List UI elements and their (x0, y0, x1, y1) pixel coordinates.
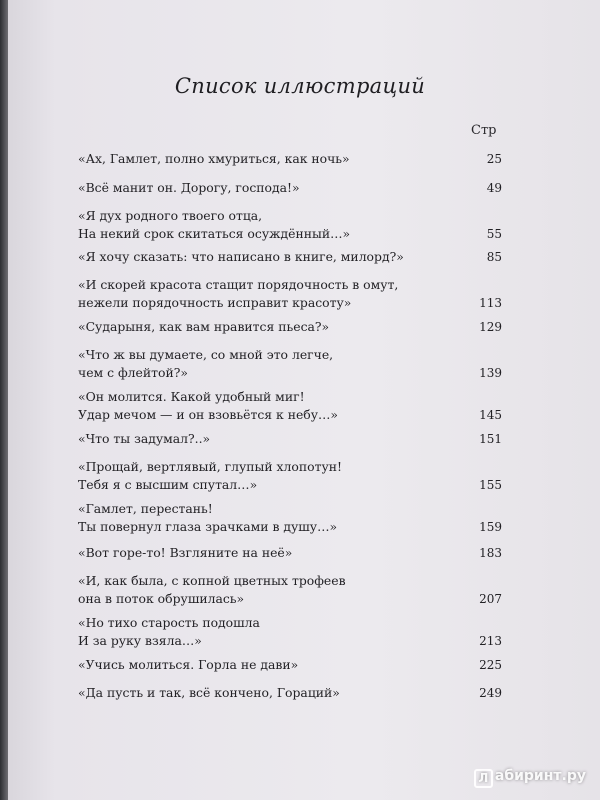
illustration-caption: «Прощай, вертлявый, глупый хлопотун! Тебя я с высшим спутал…» (78, 459, 342, 492)
list-item (78, 500, 502, 536)
illustration-caption: «Гамлет, перестань! Ты повернул глаза зрачками в душу…» (78, 501, 338, 534)
illustration-caption: «Я хочу сказать: что написано в книге, милорд?» (78, 249, 404, 264)
page-column-label: Стр (471, 123, 497, 138)
illustration-caption: «Я дух родного твоего отца, На некий срок скитаться осуждённый…» (78, 208, 351, 241)
list-item (78, 684, 502, 702)
illustration-caption: «Что ж вы думаете, со мной это легче, чем с флейтой?» (78, 347, 334, 380)
page-number: 49 (486, 181, 502, 195)
illustration-caption: «Ах, Гамлет, полно хмуриться, как ночь» (78, 151, 350, 166)
illustration-caption: «И, как была, с копной цветных трофеев она в поток обрушилась» (78, 573, 346, 606)
page-spine-shadow (0, 0, 8, 800)
page-number: 207 (479, 592, 502, 606)
illustration-caption: «Что ты задумал?..» (78, 431, 211, 446)
list-item (78, 656, 502, 674)
list-item (78, 179, 502, 197)
illustration-caption: «Всё манит он. Дорогу, господа!» (78, 180, 300, 195)
list-item (78, 614, 502, 650)
labirint-watermark (474, 768, 586, 788)
page-number: 155 (479, 478, 502, 492)
page-number: 85 (486, 250, 502, 264)
page-number: 113 (479, 296, 502, 310)
list-item (78, 388, 502, 424)
list-item (78, 248, 502, 266)
illustration-caption: «Да пусть и так, всё кончено, Гораций» (78, 685, 340, 700)
illustration-caption: «Вот горе-то! Взгляните на неё» (78, 545, 293, 560)
illustration-caption: «Но тихо старость подошла И за руку взяла…» (78, 615, 260, 648)
page-number: 129 (479, 320, 502, 334)
page-title: Список иллюстраций (174, 74, 426, 98)
list-item (78, 458, 502, 494)
page-number: 145 (479, 408, 502, 422)
illustration-caption: «Он молится. Какой удобный миг! Удар мечом — и он взовьётся к небу…» (78, 389, 339, 422)
page-number: 151 (479, 432, 502, 446)
list-item (78, 276, 502, 312)
list-item (78, 572, 502, 608)
page-number: 25 (486, 152, 502, 166)
watermark-text: абиринт.ру (494, 768, 586, 784)
list-item (78, 318, 502, 336)
list-item (78, 430, 502, 448)
page-number: 225 (479, 658, 502, 672)
list-item (78, 346, 502, 382)
list-item (78, 207, 502, 243)
page-number: 159 (479, 520, 502, 534)
page-number: 183 (479, 546, 502, 560)
list-item (78, 544, 502, 562)
page-number: 249 (479, 686, 502, 700)
page-number: 55 (486, 227, 502, 241)
illustration-caption: «И скорей красота стащит порядочность в омут, нежели порядочность исправит красоту» (78, 277, 399, 310)
page-number: 213 (479, 634, 502, 648)
list-item (78, 150, 502, 168)
illustration-caption: «Сударыня, как вам нравится пьеса?» (78, 319, 330, 334)
labirint-logo-icon: Л (474, 769, 493, 788)
illustration-caption: «Учись молиться. Горла не дави» (78, 657, 299, 672)
page-number: 139 (479, 366, 502, 380)
